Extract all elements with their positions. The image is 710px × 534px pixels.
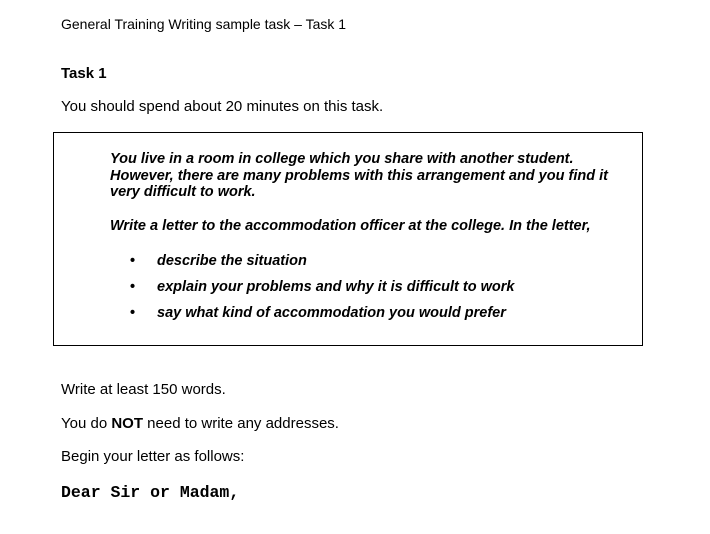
bullet-text: say what kind of accommodation you would prefer xyxy=(157,305,506,321)
letter-task-text: Write a letter to the accommodation officer at the college. In the letter, xyxy=(110,218,591,234)
begin-instruction: Begin your letter as follows: xyxy=(61,448,245,465)
address-emphasis: NOT xyxy=(111,415,144,432)
task-heading: Task 1 xyxy=(61,65,107,82)
bullet-text: describe the situation xyxy=(157,253,307,269)
letter-salutation: Dear Sir or Madam, xyxy=(61,483,240,502)
bullet-text: explain your problems and why it is difficult to work xyxy=(157,279,515,295)
bullet-icon: • xyxy=(130,253,136,269)
bullet-icon: • xyxy=(130,279,136,295)
address-suffix: need to write any addresses. xyxy=(143,415,339,432)
scenario-text: You live in a room in college which you share with another student. However, there are many problems with this arrangement and you find it very difficult to work. xyxy=(110,151,608,200)
word-count-instruction: Write at least 150 words. xyxy=(61,381,226,398)
bullet-icon: • xyxy=(130,305,136,321)
document-header: General Training Writing sample task – Task 1 xyxy=(61,16,347,32)
task-prompt-box xyxy=(53,132,643,346)
address-instruction xyxy=(61,415,339,433)
address-prefix: You do xyxy=(61,415,112,432)
bullet-list xyxy=(130,252,514,330)
list-item xyxy=(130,252,514,278)
list-item xyxy=(130,278,514,304)
time-instruction: You should spend about 20 minutes on this task. xyxy=(61,98,384,115)
list-item xyxy=(130,304,514,330)
